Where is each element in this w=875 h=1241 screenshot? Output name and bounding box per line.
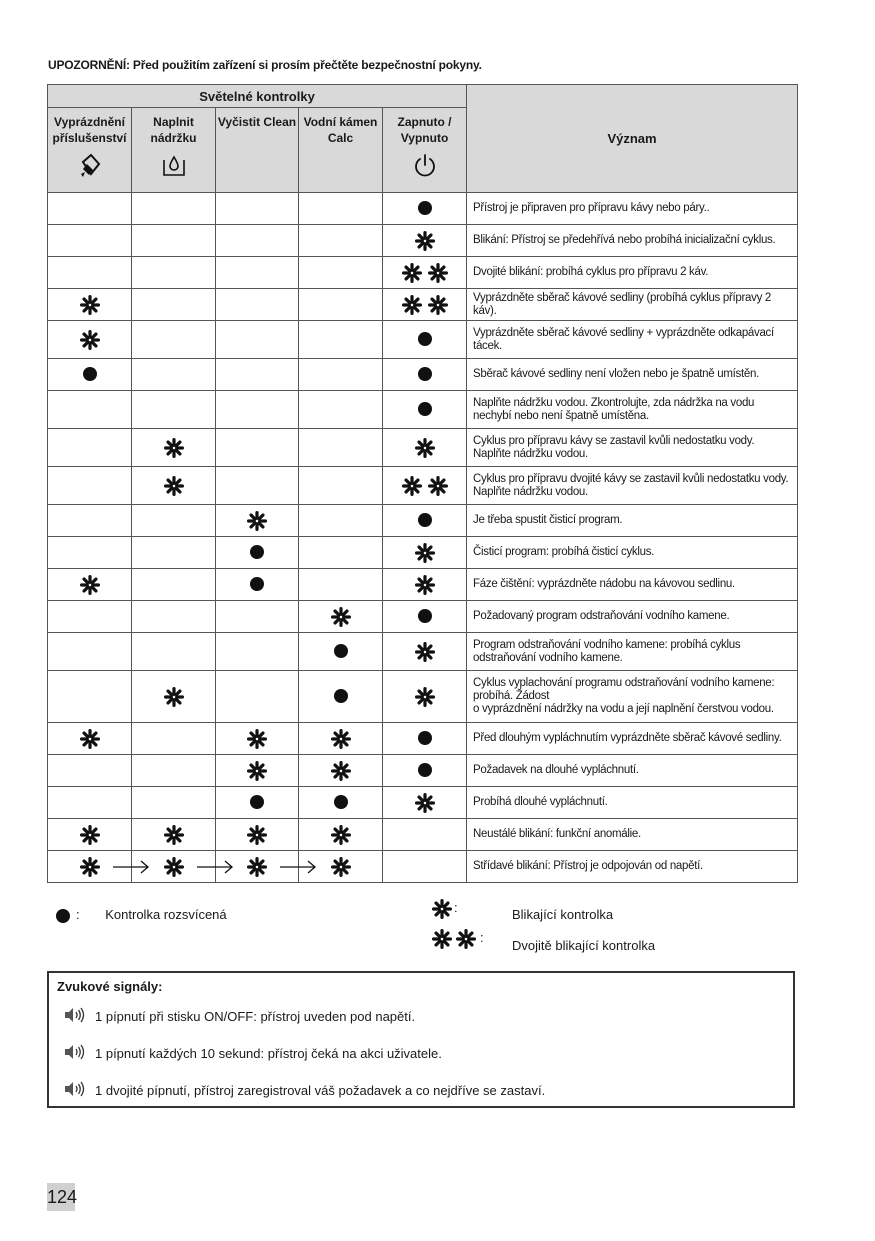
indicator-cell <box>383 723 467 755</box>
indicator-cell <box>299 671 383 723</box>
indicator-cell <box>216 723 299 755</box>
page-number: 124 <box>47 1183 75 1211</box>
indicator-cell <box>132 755 216 787</box>
blink-indicator-icon <box>415 439 435 456</box>
meaning-cell: Naplňte nádržku vodou. Zkontrolujte, zda nádržka na vodu nechybí nebo není špatně umístěna. <box>467 391 798 429</box>
meaning-header: Význam <box>467 85 798 193</box>
indicator-cell <box>48 225 132 257</box>
lit-indicator-icon <box>334 689 348 703</box>
indicator-cell <box>216 429 299 467</box>
legend-blink: : Blikající kontrolka <box>432 899 458 919</box>
blink-indicator-icon <box>80 331 100 348</box>
lit-indicator-icon <box>56 909 70 923</box>
indicator-cell <box>216 671 299 723</box>
blink-indicator-icon <box>415 232 435 249</box>
indicator-cell <box>132 633 216 671</box>
meaning-cell: Fáze čištění: vyprázdněte nádobu na kávovou sedlinu. <box>467 569 798 601</box>
table-row <box>48 671 798 723</box>
indicator-cell <box>216 359 299 391</box>
meaning-cell: Je třeba spustit čisticí program. <box>467 505 798 537</box>
blink-indicator-icon <box>164 477 184 494</box>
indicator-cell <box>299 289 383 321</box>
blink-indicator-icon <box>415 576 435 593</box>
indicator-cell <box>299 723 383 755</box>
indicator-cell <box>132 723 216 755</box>
indicator-cell <box>299 755 383 787</box>
sound-item: 1 pípnutí při stisku ON/OFF: přístroj uveden pod napětí. <box>63 1007 415 1026</box>
blink-indicator-icon <box>247 858 267 875</box>
indicator-cell <box>132 601 216 633</box>
power-icon <box>383 152 466 178</box>
beep-icon <box>63 1044 95 1063</box>
indicator-cell <box>299 359 383 391</box>
lit-indicator-icon <box>418 367 432 381</box>
indicator-cell <box>383 289 467 321</box>
indicator-cell <box>132 225 216 257</box>
indicator-cell <box>48 633 132 671</box>
blink-indicator-icon <box>331 762 351 779</box>
meaning-cell: Blikání: Přístroj se předehřívá nebo probíhá inicializační cyklus. <box>467 225 798 257</box>
indicator-cell <box>383 569 467 601</box>
blink-indicator-icon <box>247 826 267 843</box>
blink-indicator-icon <box>80 576 100 593</box>
blink-indicator-icon <box>432 900 452 915</box>
table-row <box>48 569 798 601</box>
blink-indicator-icon <box>80 296 100 313</box>
indicator-cell <box>299 787 383 819</box>
double-blink-indicator-icon <box>402 264 448 281</box>
indicator-cell <box>132 321 216 359</box>
indicator-cell <box>48 601 132 633</box>
meaning-cell: Střídavé blikání: Přístroj je odpojován od napětí. <box>467 851 798 883</box>
lit-indicator-icon <box>418 513 432 527</box>
indicator-cell <box>299 193 383 225</box>
indicator-cell <box>216 537 299 569</box>
lit-indicator-icon <box>418 609 432 623</box>
legend-on-label: Kontrolka rozsvícená <box>105 907 227 922</box>
indicator-cell <box>132 467 216 505</box>
lit-indicator-icon <box>418 402 432 416</box>
grounds-container-icon <box>48 152 131 178</box>
water-tank-icon <box>132 152 215 178</box>
lit-indicator-icon <box>250 577 264 591</box>
group-header: Světelné kontrolky <box>48 85 467 108</box>
indicator-cell <box>48 723 132 755</box>
table-row <box>48 505 798 537</box>
indicator-cell <box>48 819 132 851</box>
blink-indicator-icon <box>247 762 267 779</box>
meaning-cell: Sběrač kávové sedliny není vložen nebo je špatně umístěn. <box>467 359 798 391</box>
indicator-cell <box>383 601 467 633</box>
indicator-cell <box>383 851 467 883</box>
lit-indicator-icon <box>250 795 264 809</box>
indicator-cell <box>383 257 467 289</box>
indicator-cell <box>216 755 299 787</box>
indicator-cell <box>216 633 299 671</box>
indicator-cell <box>299 429 383 467</box>
blink-indicator-icon <box>415 544 435 561</box>
warning-text: UPOZORNĚNÍ: Před použitím zařízení si prosím přečtěte bezpečnostní pokyny. <box>48 58 482 72</box>
meaning-cell: Požadavek na dlouhé vypláchnutí. <box>467 755 798 787</box>
indicator-cell <box>383 429 467 467</box>
table-row <box>48 851 798 883</box>
indicator-cell <box>299 225 383 257</box>
indicator-cell <box>48 569 132 601</box>
table-row <box>48 723 798 755</box>
legend-double-label: Dvojitě blikající kontrolka <box>512 938 656 953</box>
meaning-cell: Požadovaný program odstraňování vodního kamene. <box>467 601 798 633</box>
sound-title: Zvukové signály: <box>57 979 163 994</box>
meaning-cell: Vyprázdněte sběrač kávové sedliny (probíhá cyklus přípravy 2 káv). <box>467 289 798 321</box>
indicator-cell <box>216 601 299 633</box>
indicator-cell <box>132 787 216 819</box>
indicator-cell <box>299 569 383 601</box>
table-row <box>48 819 798 851</box>
blink-indicator-icon <box>415 794 435 811</box>
lit-indicator-icon <box>418 201 432 215</box>
column-header: Vodní kámen Calc <box>299 108 383 193</box>
meaning-cell: Cyklus pro přípravu dvojité kávy se zastavil kvůli nedostatku vody. Naplňte nádržku vodou. <box>467 467 798 505</box>
meaning-cell: Před dlouhým vypláchnutím vyprázdněte sběrač kávové sedliny. <box>467 723 798 755</box>
indicator-cell <box>299 505 383 537</box>
indicator-cell <box>216 321 299 359</box>
indicator-cell <box>48 755 132 787</box>
table-row <box>48 787 798 819</box>
sound-signals-box <box>47 971 795 1108</box>
column-header: Naplnit nádržku <box>132 108 216 193</box>
table-row <box>48 429 798 467</box>
indicator-cell <box>216 569 299 601</box>
blink-indicator-icon <box>80 730 100 747</box>
indicator-cell <box>216 505 299 537</box>
beep-icon <box>63 1007 95 1026</box>
indicator-cell <box>299 633 383 671</box>
indicator-cell <box>48 257 132 289</box>
indicator-cell <box>216 225 299 257</box>
indicator-cell <box>216 819 299 851</box>
blink-indicator-icon <box>331 608 351 625</box>
table-row <box>48 755 798 787</box>
indicator-cell <box>48 359 132 391</box>
indicator-cell <box>132 289 216 321</box>
blink-indicator-icon <box>247 730 267 747</box>
indicator-cell <box>383 391 467 429</box>
indicator-cell <box>132 429 216 467</box>
indicator-cell <box>48 289 132 321</box>
table-row <box>48 633 798 671</box>
indicator-cell <box>299 467 383 505</box>
blink-indicator-icon <box>164 439 184 456</box>
table-row <box>48 193 798 225</box>
blink-indicator-icon <box>80 858 100 875</box>
table-row <box>48 289 798 321</box>
lit-indicator-icon <box>418 763 432 777</box>
blink-indicator-icon <box>331 858 351 875</box>
indicator-cell <box>132 537 216 569</box>
indicator-cell <box>48 467 132 505</box>
double-blink-indicator-icon <box>402 477 448 494</box>
meaning-cell: Probíhá dlouhé vypláchnutí. <box>467 787 798 819</box>
table-row <box>48 359 798 391</box>
indicator-cell <box>383 633 467 671</box>
table-row <box>48 467 798 505</box>
lit-indicator-icon <box>418 731 432 745</box>
blink-indicator-icon <box>331 730 351 747</box>
blink-indicator-icon <box>164 858 184 875</box>
indicator-cell <box>299 391 383 429</box>
indicator-cell <box>299 601 383 633</box>
meaning-cell: Přístroj je připraven pro přípravu kávy nebo páry.. <box>467 193 798 225</box>
column-header: Vyčistit Clean <box>216 108 299 193</box>
meaning-cell: Čisticí program: probíhá čisticí cyklus. <box>467 537 798 569</box>
indicator-cell <box>132 257 216 289</box>
beep-icon <box>63 1081 95 1100</box>
meaning-cell: Dvojité blikání: probíhá cyklus pro přípravu 2 káv. <box>467 257 798 289</box>
indicator-cell <box>383 225 467 257</box>
indicator-cell <box>132 359 216 391</box>
indicator-cell <box>383 467 467 505</box>
indicator-cell <box>383 819 467 851</box>
arrow-icon <box>195 859 235 875</box>
indicator-cell <box>299 257 383 289</box>
indicator-cell <box>299 537 383 569</box>
indicator-cell <box>48 671 132 723</box>
blink-indicator-icon <box>80 826 100 843</box>
indicator-cell <box>216 467 299 505</box>
meaning-cell: Neustálé blikání: funkční anomálie. <box>467 819 798 851</box>
indicator-cell <box>216 787 299 819</box>
indicator-cell <box>383 671 467 723</box>
meaning-cell: Vyprázdněte sběrač kávové sedliny + vyprázdněte odkapávací tácek. <box>467 321 798 359</box>
indicator-cell <box>383 321 467 359</box>
blink-indicator-icon <box>247 512 267 529</box>
indicator-cell <box>383 537 467 569</box>
lit-indicator-icon <box>334 644 348 658</box>
indicator-cell <box>132 193 216 225</box>
indicator-cell <box>48 505 132 537</box>
legend-double: : Dvojitě blikající kontrolka <box>432 929 484 949</box>
table-row <box>48 225 798 257</box>
indicator-cell <box>48 537 132 569</box>
indicator-cell <box>132 391 216 429</box>
blink-indicator-icon <box>415 643 435 660</box>
blink-indicator-icon <box>415 688 435 705</box>
indicator-cell <box>383 193 467 225</box>
indicator-cell <box>132 505 216 537</box>
indicator-cell <box>48 391 132 429</box>
double-blink-indicator-icon <box>432 930 476 945</box>
indicator-cell <box>216 391 299 429</box>
lit-indicator-icon <box>418 332 432 346</box>
column-header: Vyprázdnění příslušenství <box>48 108 132 193</box>
lit-indicator-icon <box>83 367 97 381</box>
indicator-cell <box>216 193 299 225</box>
indicator-cell <box>132 819 216 851</box>
legend-blink-label: Blikající kontrolka <box>512 907 614 922</box>
indicator-cell <box>216 289 299 321</box>
double-blink-indicator-icon <box>402 296 448 313</box>
table-row <box>48 601 798 633</box>
meaning-cell: Cyklus vyplachování programu odstraňování vodního kamene: probíhá. Žádost o vyprázdnění nádržky na vodu a její naplnění čerstvou vodou. <box>467 671 798 723</box>
meaning-cell: Cyklus pro přípravu kávy se zastavil kvůli nedostatku vody. Naplňte nádržku vodou. <box>467 429 798 467</box>
indicator-cell <box>48 193 132 225</box>
indicator-cell <box>48 787 132 819</box>
indicator-cell <box>299 819 383 851</box>
blink-indicator-icon <box>164 688 184 705</box>
indicator-cell <box>48 321 132 359</box>
indicator-cell <box>216 257 299 289</box>
indicator-cell <box>383 755 467 787</box>
indicator-cell <box>383 787 467 819</box>
table-row <box>48 257 798 289</box>
meaning-cell: Program odstraňování vodního kamene: probíhá cyklus odstraňování vodního kamene. <box>467 633 798 671</box>
indicator-cell <box>48 851 132 883</box>
table-row <box>48 537 798 569</box>
column-header: Zapnuto / Vypnuto <box>383 108 467 193</box>
lit-indicator-icon <box>334 795 348 809</box>
legend-on: : Kontrolka rozsvícená <box>56 907 227 923</box>
sound-item: 1 dvojité pípnutí, přístroj zaregistroval váš požadavek a co nejdříve se zastaví. <box>63 1081 545 1100</box>
indicator-cell <box>48 429 132 467</box>
blink-indicator-icon <box>331 826 351 843</box>
indicator-table <box>47 84 798 883</box>
sound-item: 1 pípnutí každých 10 sekund: přístroj čeká na akci uživatele. <box>63 1044 442 1063</box>
indicator-cell <box>132 569 216 601</box>
arrow-icon <box>278 859 318 875</box>
table-row <box>48 321 798 359</box>
blink-indicator-icon <box>164 826 184 843</box>
lit-indicator-icon <box>250 545 264 559</box>
arrow-icon <box>111 859 151 875</box>
indicator-cell <box>132 671 216 723</box>
table-row <box>48 391 798 429</box>
indicator-cell <box>383 359 467 391</box>
indicator-cell <box>299 321 383 359</box>
indicator-cell <box>383 505 467 537</box>
